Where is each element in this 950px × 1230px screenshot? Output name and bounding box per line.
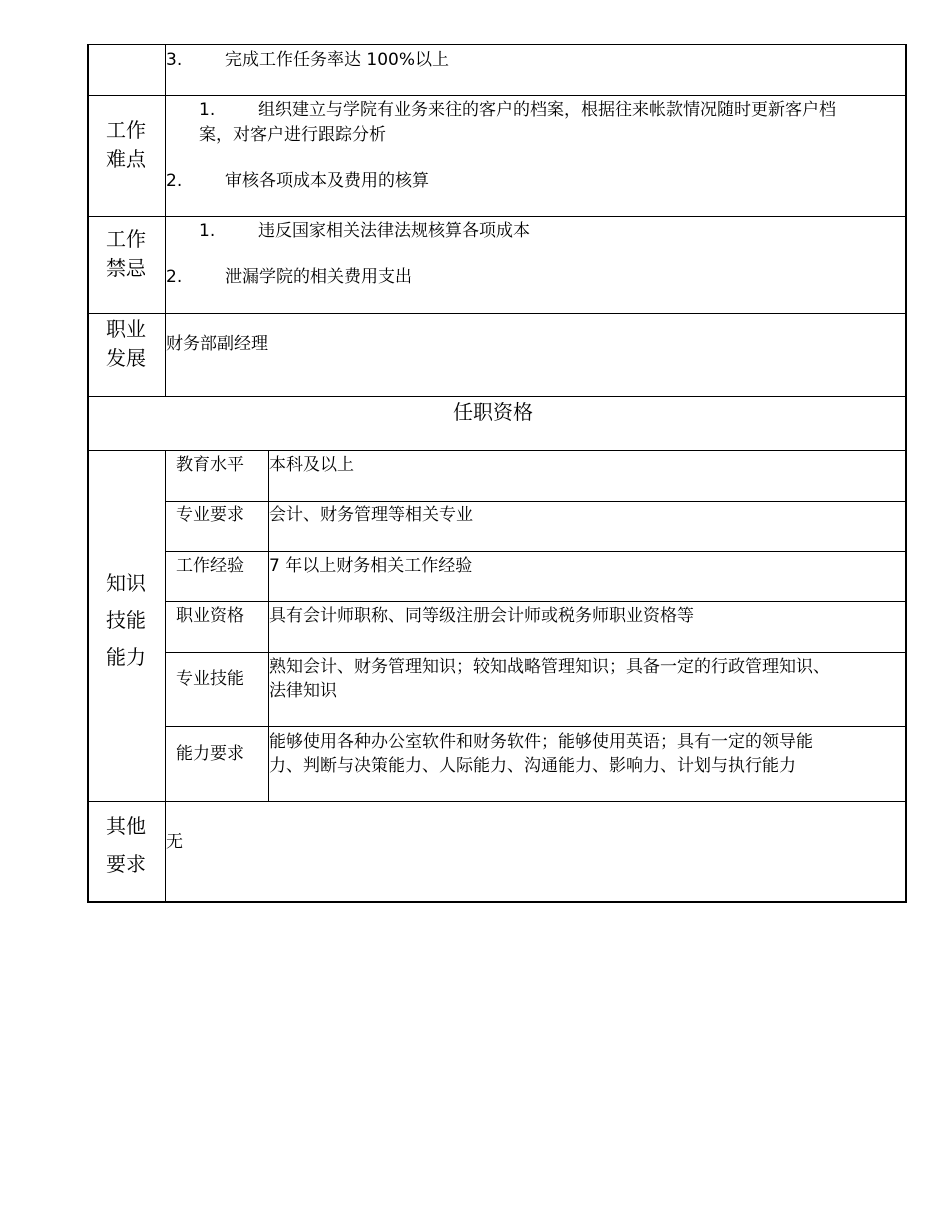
- qualification-value-ability-cont: 力、判断与决策能力、人际能力、沟通能力、影响力、计划与执行能力: [269, 756, 796, 776]
- rule-after-education: [165, 501, 907, 502]
- taboo-item-2-number: 2.: [166, 267, 183, 287]
- qualification-value-major: 会计、财务管理等相关专业: [269, 505, 473, 525]
- qualifications-group-label-line1: 知识: [106, 571, 146, 595]
- rule-after-major: [165, 551, 907, 552]
- rule-after-section-title: [87, 450, 907, 451]
- taboo-item-2-text: 泄漏学院的相关费用支出: [225, 267, 412, 287]
- difficulty-item-2-number: 2.: [166, 171, 183, 191]
- taboo-item-1-text: 违反国家相关法律法规核算各项成本: [258, 221, 530, 241]
- career-value: 财务部副经理: [166, 334, 268, 354]
- qualifications-section-title: 任职资格: [453, 400, 533, 424]
- rule-after-skills: [165, 726, 907, 727]
- other-label-line2: 要求: [106, 852, 146, 876]
- qualification-label-education: 教育水平: [176, 455, 244, 475]
- rule-after-certification: [165, 652, 907, 653]
- difficulty-item-1-text: 组织建立与学院有业务来往的客户的档案，根据往来帐款情况随时更新客户档: [258, 100, 836, 120]
- qualification-label-ability: 能力要求: [176, 744, 244, 764]
- qualification-label-experience: 工作经验: [176, 556, 244, 576]
- qualifications-group-label-line2: 技能: [106, 608, 146, 632]
- task-item-3-text: 完成工作任务率达 100%以上: [225, 50, 450, 70]
- taboo-item-1-number: 1.: [199, 221, 216, 241]
- qualification-value-experience: 7 年以上财务相关工作经验: [269, 556, 473, 576]
- rule-after-experience: [165, 601, 907, 602]
- rule-top: [87, 44, 907, 45]
- qualification-label-skills: 专业技能: [176, 669, 244, 689]
- qualification-label-major: 专业要求: [176, 505, 244, 525]
- qualifications-group-label-line3: 能力: [106, 645, 146, 669]
- difficulty-item-1-number: 1.: [199, 100, 216, 120]
- qualification-label-certification: 职业资格: [176, 606, 244, 626]
- qualification-value-ability: 能够使用各种办公室软件和财务软件；能够使用英语；具有一定的领导能: [269, 732, 813, 752]
- taboos-label-line1: 工作: [106, 227, 146, 251]
- rule-after-difficulties: [87, 216, 907, 217]
- qualification-value-skills-cont: 法律知识: [269, 681, 337, 701]
- task-item-3-number: 3.: [166, 50, 183, 70]
- rule-after-tasks: [87, 95, 907, 96]
- other-label-line1: 其他: [106, 814, 146, 838]
- qualification-value-education: 本科及以上: [269, 455, 354, 475]
- difficulty-item-2-text: 审核各项成本及费用的核算: [225, 171, 429, 191]
- difficulties-label-line1: 工作: [106, 118, 146, 142]
- rule-after-career: [87, 396, 907, 397]
- rule-bottom: [87, 901, 907, 903]
- table-border-left: [87, 44, 89, 903]
- other-value: 无: [166, 832, 183, 852]
- qualification-value-certification: 具有会计师职称、同等级注册会计师或税务师职业资格等: [269, 606, 694, 626]
- difficulty-item-1-text-cont: 案，对客户进行跟踪分析: [199, 125, 386, 145]
- career-label-line2: 发展: [106, 346, 146, 370]
- career-label-line1: 职业: [106, 317, 146, 341]
- taboos-label-line2: 禁忌: [106, 256, 146, 280]
- rule-after-ability: [87, 801, 907, 802]
- rule-after-taboos: [87, 313, 907, 314]
- difficulties-label-line2: 难点: [106, 147, 146, 171]
- qualification-value-skills: 熟知会计、财务管理知识；较知战略管理知识；具备一定的行政管理知识、: [269, 657, 830, 677]
- table-border-right: [905, 44, 907, 903]
